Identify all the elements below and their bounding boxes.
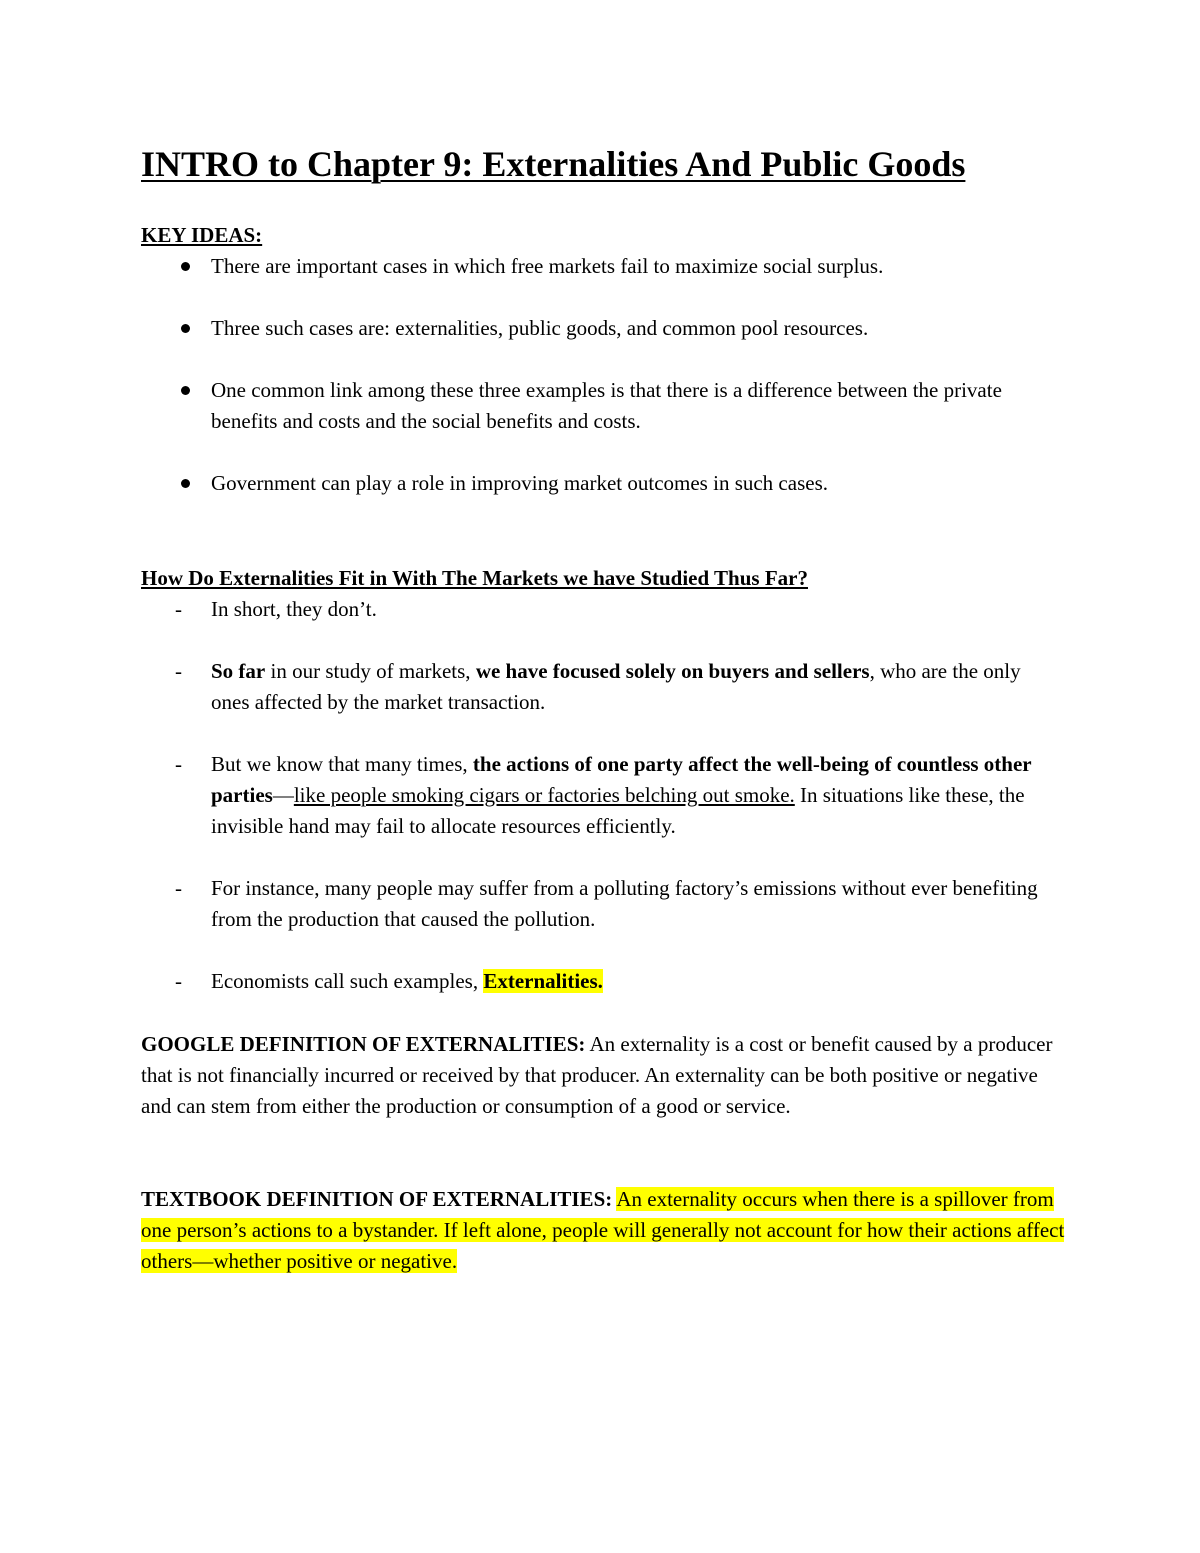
plain-text: — (272, 783, 294, 807)
plain-text: Economists call such examples, (211, 969, 484, 993)
bullet-icon (181, 479, 190, 488)
plain-text: in our study of markets, (265, 659, 476, 683)
list-item-text (211, 659, 1021, 714)
list-item (141, 468, 1061, 499)
plain-text: In situations like these, the invisible hand may fail to allocate resources efficiently. (211, 783, 1025, 838)
bold-text: we have focused solely on buyers and sellers (475, 659, 870, 683)
key-ideas-heading: KEY IDEAS: (141, 223, 263, 247)
list-item (141, 313, 1061, 344)
google-definition-label: GOOGLE DEFINITION OF EXTERNALITIES: (141, 1032, 586, 1056)
bullet-icon (181, 386, 190, 395)
key-ideas-list (141, 251, 1061, 499)
list-item-text: In short, they don’t. (211, 597, 377, 621)
page-title: INTRO to Chapter 9: Externalities And Public Goods (141, 144, 966, 184)
underlined-text: like people smoking cigars or factories belching out smoke. (293, 783, 795, 807)
list-item-text: There are important cases in which free markets fail to maximize social surplus. (211, 254, 884, 278)
bullet-icon (181, 324, 190, 333)
list-item-text: Government can play a role in improving market outcomes in such cases. (211, 471, 828, 495)
plain-text: , who are the only ones affected by the market transaction. (211, 659, 1021, 714)
list-item (141, 749, 1061, 842)
textbook-definition-text: An externality occurs when there is a spillover from one person’s actions to a bystander. If left alone, people will generally not account for how their actions affect others—whether positive or negative. (141, 1187, 1065, 1273)
list-item-text: Three such cases are: externalities, public goods, and common pool resources. (211, 316, 869, 340)
list-item (141, 594, 1061, 625)
list-item-text (211, 969, 603, 993)
list-item (141, 873, 1061, 935)
textbook-definition (141, 1184, 1066, 1277)
list-item-text (211, 752, 1031, 838)
google-definition-text: An externality is a cost or benefit caused by a producer that is not financially incurred or received by that producer. An externality can be both positive or negative and can stem from either the production or consumption of a good or service. (141, 1032, 1053, 1118)
textbook-definition-label: TEXTBOOK DEFINITION OF EXTERNALITIES: (141, 1187, 613, 1211)
bullet-icon (181, 262, 190, 271)
list-item-text: For instance, many people may suffer from a polluting factory’s emissions without ever benefiting from the production that caused the pollution. (211, 876, 1038, 931)
dash-marker: - (175, 659, 182, 683)
dash-marker: - (175, 876, 182, 900)
dash-marker: - (175, 597, 182, 621)
google-definition (141, 1029, 1066, 1122)
dash-marker: - (175, 752, 182, 776)
dash-marker: - (175, 969, 182, 993)
list-item (141, 251, 1061, 282)
list-item (141, 966, 1061, 997)
list-item-text: One common link among these three examples is that there is a difference between the private benefits and costs and the social benefits and costs. (211, 378, 1002, 433)
section-list (141, 594, 1061, 997)
list-item (141, 656, 1061, 718)
highlighted-term: Externalities. (483, 969, 603, 993)
plain-text: But we know that many times, (211, 752, 473, 776)
list-item (141, 375, 1061, 437)
bold-text: the actions of one party affect the well-being of countless other parties (211, 752, 1032, 807)
bold-text: So far (211, 659, 266, 683)
section-heading: How Do Externalities Fit in With The Markets we have Studied Thus Far? (141, 566, 808, 590)
